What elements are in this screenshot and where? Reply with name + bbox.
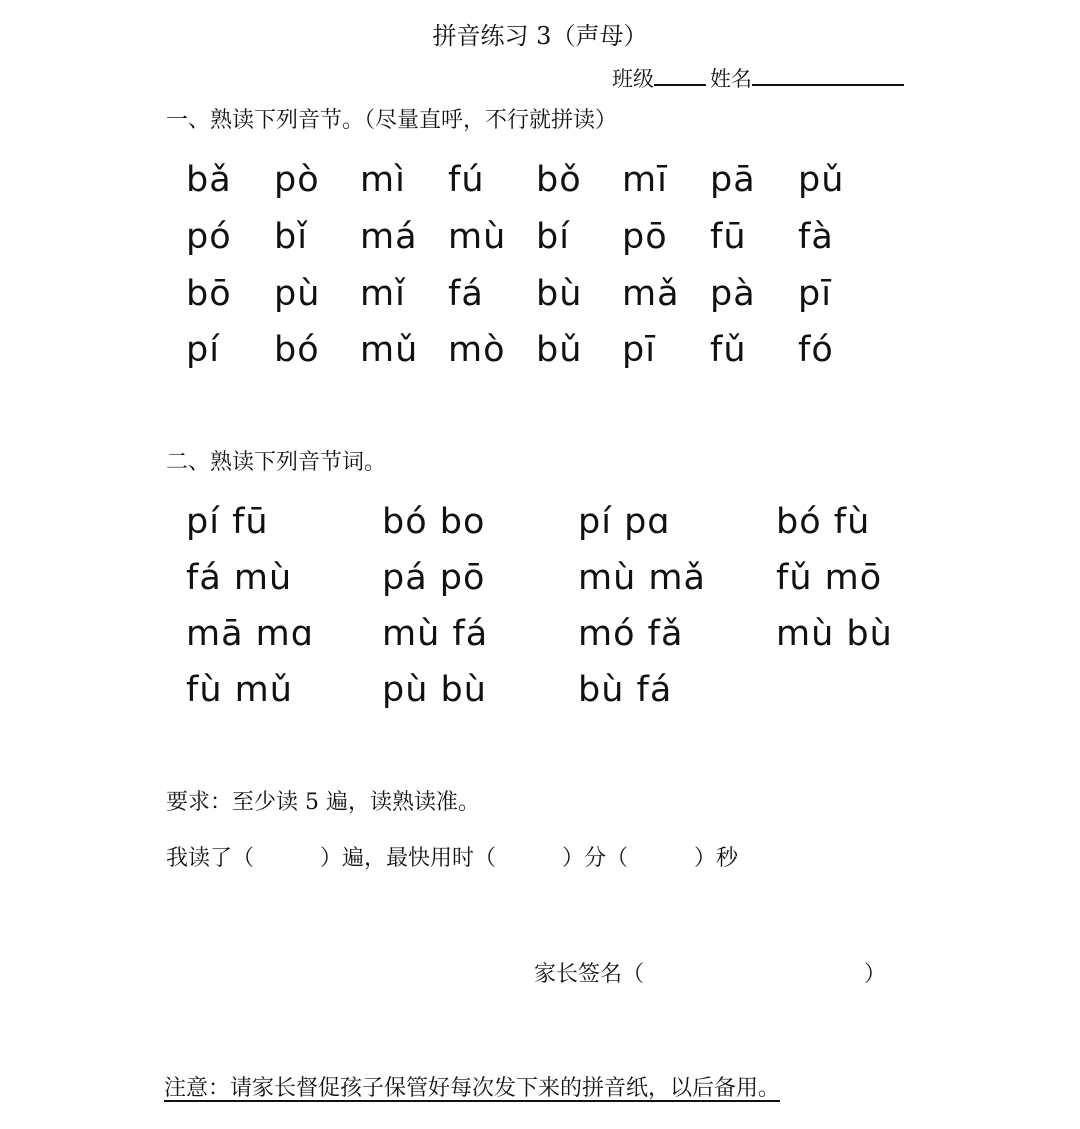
word-item: mù bù: [776, 614, 893, 654]
syllable-item: fó: [798, 330, 834, 370]
page-title: 拼音练习 3（声母）: [432, 22, 648, 50]
syllable-item: pù: [274, 274, 321, 314]
syllable-item: pǔ: [798, 160, 845, 200]
syllable-item: pā: [710, 160, 756, 200]
syllable-item: pò: [274, 160, 320, 200]
syllable-item: bó: [274, 330, 320, 370]
syllable-item: pō: [622, 217, 668, 257]
name-label: 姓名: [710, 67, 752, 91]
syllable-item: bǎ: [186, 160, 232, 200]
syllable-item: bǒ: [536, 160, 582, 200]
word-item: mù mǎ: [578, 558, 706, 598]
word-item: bù fá: [578, 670, 673, 710]
syllable-item: bō: [186, 274, 232, 314]
syllable-item: fà: [798, 217, 834, 257]
class-label: 班级: [612, 67, 654, 91]
word-item: fá mù: [186, 558, 293, 598]
name-blank-field[interactable]: [752, 62, 904, 86]
syllable-item: mǎ: [622, 274, 680, 314]
section1-heading: 一、熟读下列音节。（尽量直呼，不行就拼读）: [166, 108, 618, 133]
word-item: mā mɑ: [186, 614, 314, 654]
note-text: 注意：请家长督促孩子保管好每次发下来的拼音纸，以后备用。: [164, 1076, 781, 1101]
section2-heading: 二、熟读下列音节词。: [166, 450, 387, 475]
syllable-item: pī: [622, 330, 656, 370]
word-item: pí pɑ: [578, 502, 671, 542]
syllable-item: mò: [448, 330, 506, 370]
word-item: pí fū: [186, 502, 269, 542]
word-item: fǔ mō: [776, 558, 883, 598]
word-item: pá pō: [382, 558, 486, 598]
word-item: mó fǎ: [578, 614, 684, 654]
syllable-item: fǔ: [710, 330, 747, 370]
syllable-item: má: [360, 217, 418, 257]
syllable-item: fū: [710, 217, 747, 257]
word-item: pù bù: [382, 670, 487, 710]
syllable-item: mì: [360, 160, 406, 200]
syllable-item: bǐ: [274, 217, 308, 257]
student-info-fields: [612, 62, 904, 95]
syllable-item: pī: [798, 274, 832, 314]
word-item: bó fù: [776, 502, 871, 542]
syllable-item: mī: [622, 160, 668, 200]
syllable-item: pà: [710, 274, 756, 314]
word-item: mù fá: [382, 614, 489, 654]
syllable-item: mǔ: [360, 330, 419, 370]
syllable-item: mǐ: [360, 274, 406, 314]
word-item: bó bo: [382, 502, 486, 542]
syllable-item: fú: [448, 160, 485, 200]
syllable-item: fá: [448, 274, 484, 314]
class-blank-field[interactable]: [654, 62, 706, 86]
parent-signature-field: 家长签名（ ）: [534, 962, 887, 987]
syllable-item: bǔ: [536, 330, 583, 370]
word-item: fù mǔ: [186, 670, 293, 710]
syllable-item: bù: [536, 274, 583, 314]
syllable-item: pí: [186, 330, 220, 370]
syllable-item: bí: [536, 217, 570, 257]
syllable-item: mù: [448, 217, 507, 257]
reading-record-text: 我读了（ ）遍，最快用时（ ）分（ ）秒: [166, 846, 739, 871]
syllable-item: pó: [186, 217, 232, 257]
requirement-text: 要求：至少读 5 遍，读熟读准。: [166, 790, 480, 815]
